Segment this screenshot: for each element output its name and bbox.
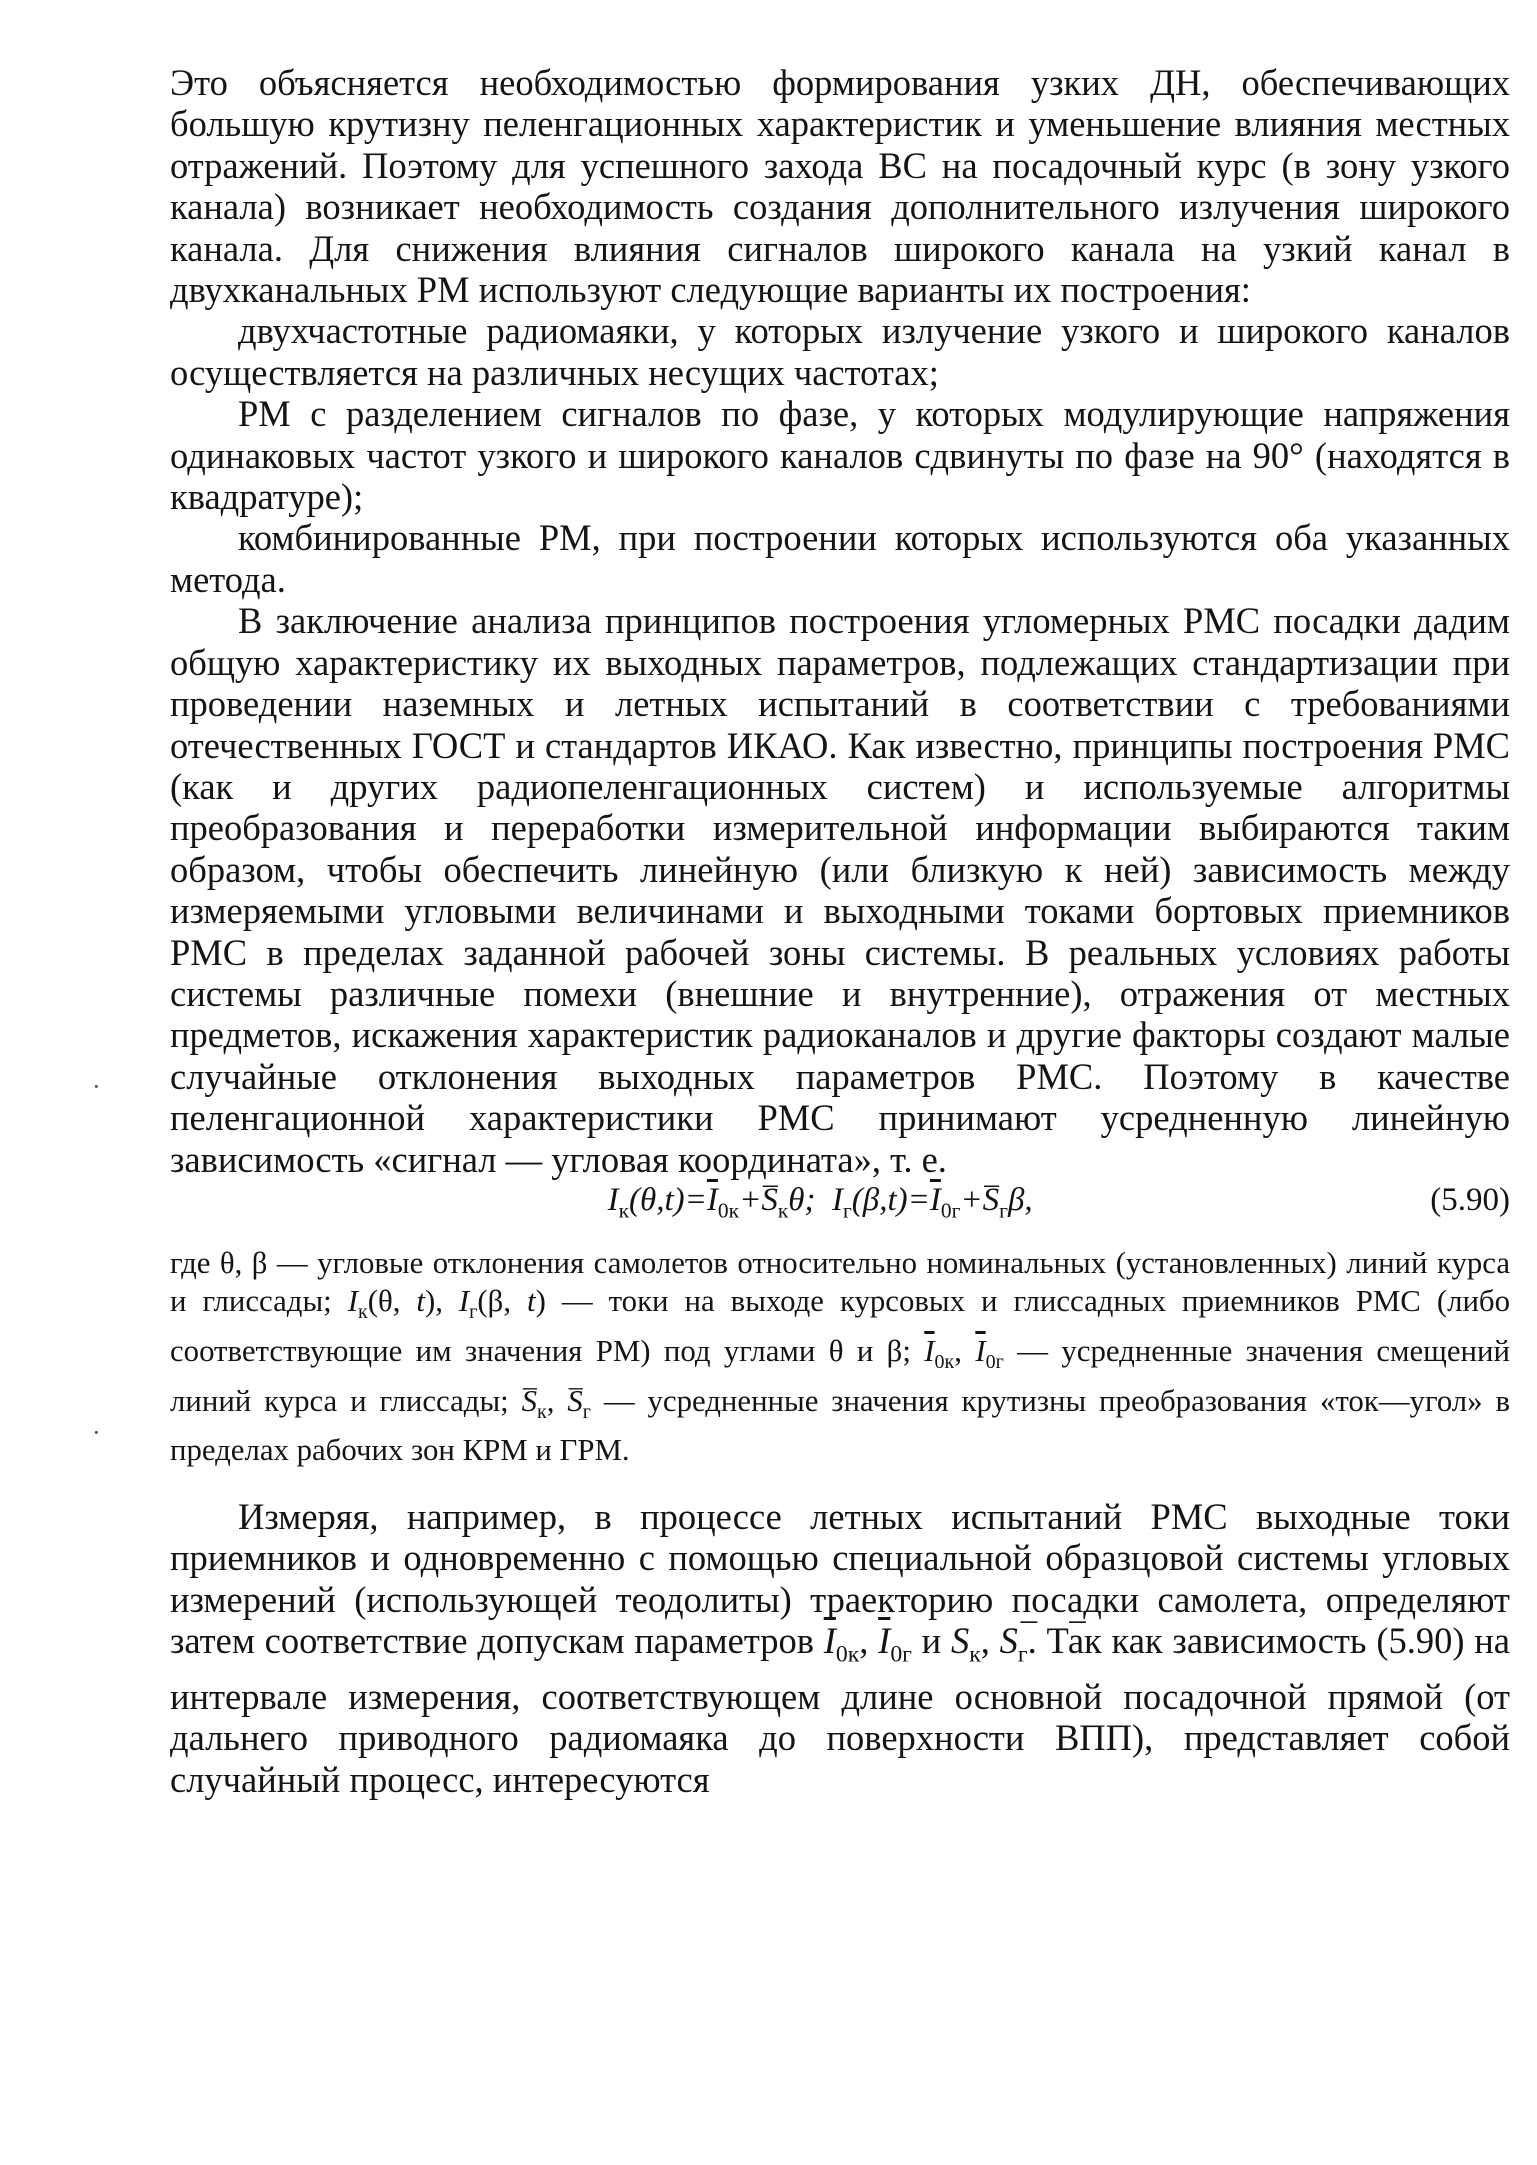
scan-speck: · (92, 1072, 101, 1101)
equation-notes: где θ, β — угловые отклонения самолетов относительно номинальных (установленных) линий курса и глиссады; $I_к(\theta$, t), $I_г(\beta$, t) — токи на выходе курсовых и глиссадных приемников РМС (либо соответствующие им значения РМ) под углами θ и β; $\overline{I}_{0к}$, $\overline{I}_{0г}$ — усредненные значения смещений линий курса и глиссады; ‒ $S_к$, ‒ $S_г$ — усредненные значения крутизны преобразования «ток—угол» в пределах рабочих зон КРМ и ГРМ. (170, 1244, 1510, 1470)
last-paragraph-text-1: Измеряя, например, в процессе летных испытаний РМС выходные токи приемников и одновременно с помощью специальной образцовой системы угловых измерений (использующей теодолиты) траекторию посадки самолета, определяют затем соответствие допускам параметров (170, 1495, 1510, 1662)
paragraph-intro: Это объясняется необходимостью формирования узких ДН, обеспечивающих большую крутизну пеленгационных характеристик и уменьшение влияния местных отражений. Поэтому для успешного захода ВС на посадочный курс (в зону узкого канала) возникает необходимость создания дополнительного излучения широкого канала. Для снижения влияния сигналов широкого канала на узкий канал в двухканальных РМ используют следующие варианты их построения: (170, 62, 1510, 311)
notes-text-3: — усредненные значения смещений линий курса и глиссады; (170, 1334, 1511, 1418)
equation-row (170, 1180, 1510, 1222)
scan-speck: · (92, 1418, 101, 1447)
notes-text-2: — токи на выходе курсовых и глиссадных приемников РМС (либо соответствующие им значения РМ) под углами θ и β; (170, 1284, 1511, 1369)
paragraph-conclusion: В заключение анализа принципов построения угломерных РМС посадки дадим общую характеристику их выходных параметров, подлежащих стандартизации при проведении наземных и летных испытаний в соответствии с требованиями отечественных ГОСТ и стандартов ИКАО. Как известно, принципы построения РМС (как и других радиопеленгационных систем) и используемые алгоритмы преобразования и переработки измерительной информации выбираются таким образом, чтобы обеспечить линейную (или близкую к ней) зависимость между измеряемыми угловыми величинами и выходными токами бортовых приемников РМС в пределах заданной рабочей зоны системы. В реальных условиях работы системы различные помехи (внешние и внутренние), отражения от местных предметов, искажения характеристик радиоканалов и другие факторы создают малые случайные отклонения выходных параметров РМС. Поэтому в качестве пеленгационной характеристики РМС принимают усредненную линейную зависимость «сигнал — угловая координата», т. е. (170, 600, 1510, 1180)
paragraph-flight-tests: Измеряя, например, в процессе летных испытаний РМС выходные токи приемников и одновременно с помощью специальной образцовой системы угловых измерений (использующей теодолиты) траекторию посадки самолета, определяют затем соответствие допускам параметров $\overline{I}_{0к}$, $\overline{I}_{0г}$ и ‒ $S_к$, ‒ $S_г$. Так как зависимость (5.90) на интервале измерения, соответствующем длине основной посадочной прямой (от дальнего приводного радиомаяка до поверхности ВПП), представляет собой случайный процесс, интересуются (170, 1496, 1510, 1800)
notes-text-4: — усредненные значения крутизны преобразования «ток—угол» в пределах рабочих зон КРМ и ГРМ. (170, 1383, 1511, 1468)
list-item-combined: комбинированные РМ, при построении которых используются оба указанных метода. (170, 517, 1510, 600)
list-item-phase-separation: РМ с разделением сигналов по фазе, у которых модулирующие напряжения одинаковых частот узкого и широкого каналов сдвинуты по фазе на 90° (находятся в квадратуре); (170, 393, 1510, 518)
list-item-two-frequency: двухчастотные радиомаяки, у которых излучение узкого и широкого каналов осуществляется на различных несущих частотах; (170, 310, 1510, 393)
document-page (170, 62, 1510, 1800)
notes-text-1: где θ, β — угловые отклонения самолетов относительно номинальных (установленных) линий курса и глиссады; (170, 1245, 1510, 1319)
last-paragraph-text-2: . Так как зависимость (5.90) на интервале измерения, соответствующем длине основной посадочной прямой (от дальнего приводного радиомаяка до поверхности ВПП), представляет собой случайный процесс, интересуются (170, 1620, 1510, 1800)
equation-5-90: $I_к(\theta,t)=\overline{I}_{0к}+‒$ $S_к\theta$; $I_г(\beta,t)=\overline{I}_{0г}+‒$ $S_г\beta$, (170, 1180, 1430, 1232)
equation-number: (5.90) (1430, 1181, 1510, 1218)
